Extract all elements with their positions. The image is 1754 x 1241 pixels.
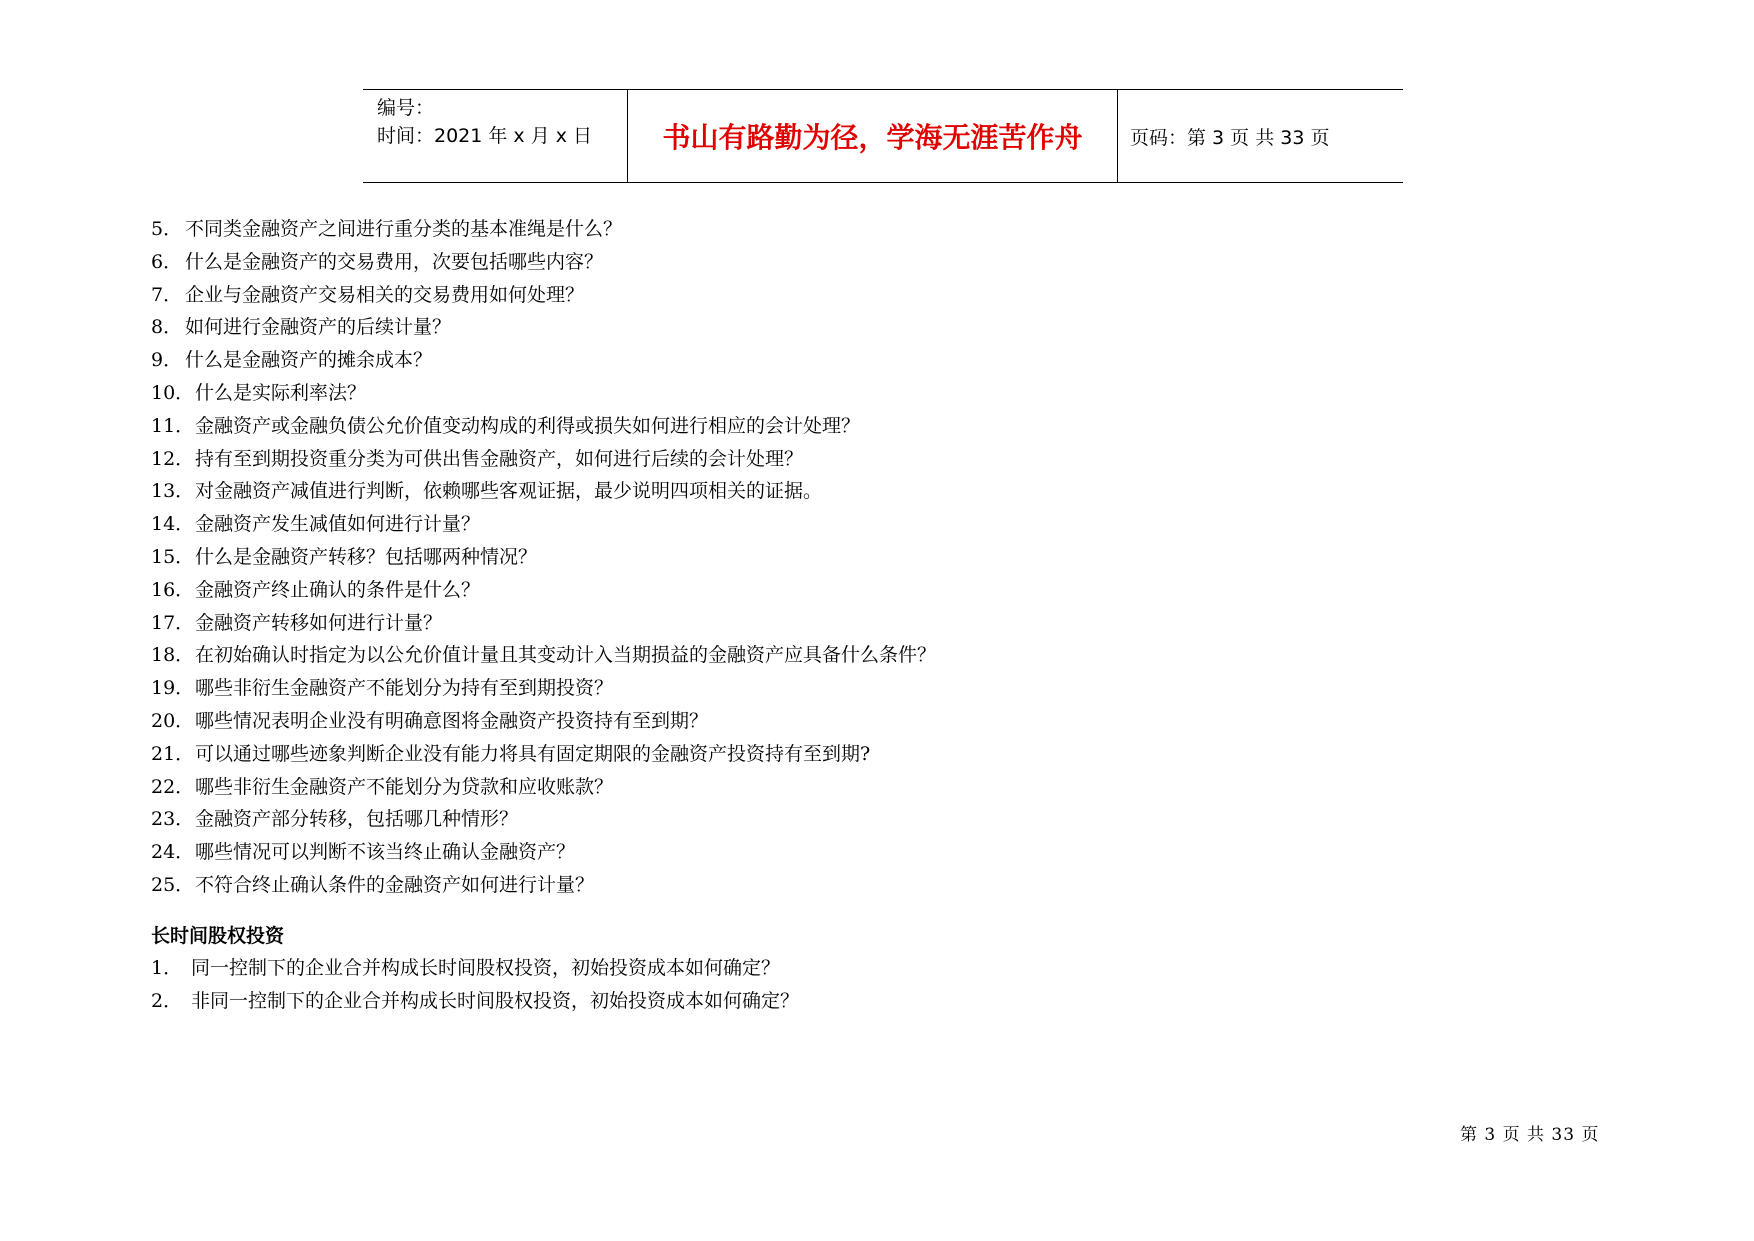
- header-motto: 书山有路勤为径，学海无涯苦作舟: [628, 90, 1118, 182]
- question-text: 如何进行金融资产的后续计量？: [185, 316, 452, 339]
- question-item: [151, 410, 1451, 443]
- question-text: 非同一控制下的企业合并构成长时间股权投资，初始投资成本如何确定？: [191, 989, 800, 1012]
- question-text: 可以通过哪些迹象判断企业没有能力将具有固定期限的金融资产投资持有至到期?: [195, 742, 871, 765]
- question-number: 2．: [151, 989, 183, 1012]
- question-number: 10．: [151, 381, 195, 404]
- question-number: 1．: [151, 956, 183, 979]
- question-item: [151, 705, 1451, 738]
- question-item: [151, 475, 1451, 508]
- question-item: [151, 311, 1451, 344]
- question-item: [151, 836, 1451, 869]
- question-text: 持有至到期投资重分类为可供出售金融资产，如何进行后续的会计处理？: [195, 447, 804, 470]
- question-list: [151, 213, 1451, 902]
- question-text: 金融资产转移如何进行计量？: [195, 611, 443, 634]
- question-item: [151, 803, 1451, 836]
- question-item: [151, 672, 1451, 705]
- page-footer: 第 3 页 共 33 页: [1460, 1125, 1600, 1145]
- question-number: 18．: [151, 644, 195, 667]
- question-number: 11．: [151, 414, 195, 437]
- question-number: 22．: [151, 775, 195, 798]
- question-text: 金融资产发生减值如何进行计量？: [195, 513, 481, 536]
- question-item: [151, 443, 1451, 476]
- question-item: [151, 508, 1451, 541]
- question-number: 12．: [151, 447, 195, 470]
- question-item: [151, 738, 1451, 771]
- document-date-label: 时间：2021 年 x 月 x 日: [377, 125, 593, 147]
- question-text: 不符合终止确认条件的金融资产如何进行计量？: [195, 873, 595, 896]
- question-number: 15．: [151, 545, 195, 568]
- header-page-number: 页码：第 3 页 共 33 页: [1130, 126, 1330, 149]
- question-number: 24．: [151, 841, 195, 864]
- question-item: [151, 985, 1451, 1018]
- question-text: 企业与金融资产交易相关的交易费用如何处理？: [185, 283, 585, 306]
- question-item: [151, 213, 1451, 246]
- question-item: [151, 541, 1451, 574]
- question-text: 对金融资产减值进行判断，依赖哪些客观证据，最少说明四项相关的证据。: [195, 480, 823, 503]
- question-number: 6．: [151, 250, 183, 273]
- question-number: 25．: [151, 873, 195, 896]
- question-text: 什么是实际利率法？: [195, 381, 367, 404]
- document-body: [151, 213, 1451, 1017]
- document-header: [363, 89, 1403, 183]
- question-item: [151, 952, 1451, 985]
- document-number-label: 编号：: [377, 97, 435, 119]
- question-item: [151, 279, 1451, 312]
- question-number: 5．: [151, 218, 183, 240]
- question-text: 在初始确认时指定为以公允价值计量且其变动计入当期损益的金融资产应具备什么条件？: [195, 644, 937, 667]
- question-text: 哪些情况表明企业没有明确意图将金融资产投资持有至到期？: [195, 709, 709, 732]
- question-item: [151, 771, 1451, 804]
- question-item: [151, 607, 1451, 640]
- question-text: 金融资产或金融负债公允价值变动构成的利得或损失如何进行相应的会计处理？: [195, 414, 861, 437]
- question-text: 不同类金融资产之间进行重分类的基本准绳是什么？: [185, 218, 623, 240]
- question-number: 9．: [151, 349, 183, 372]
- header-meta: [363, 90, 628, 182]
- question-number: 21．: [151, 742, 195, 765]
- question-item: [151, 377, 1451, 410]
- question-item: [151, 246, 1451, 279]
- question-number: 13．: [151, 480, 195, 503]
- question-number: 23．: [151, 808, 195, 831]
- question-number: 19．: [151, 677, 195, 700]
- question-text: 哪些非衍生金融资产不能划分为贷款和应收账款？: [195, 775, 614, 798]
- question-text: 同一控制下的企业合并构成长时间股权投资，初始投资成本如何确定？: [191, 956, 781, 979]
- question-item: [151, 344, 1451, 377]
- question-text: 什么是金融资产的摊余成本？: [185, 349, 433, 372]
- question-text: 哪些情况可以判断不该当终止确认金融资产？: [195, 841, 576, 864]
- question-text: 金融资产部分转移，包括哪几种情形？: [195, 808, 519, 831]
- question-item: [151, 639, 1451, 672]
- question-number: 16．: [151, 578, 195, 601]
- question-text: 金融资产终止确认的条件是什么？: [195, 578, 481, 601]
- question-number: 20．: [151, 709, 195, 732]
- question-item: [151, 574, 1451, 607]
- question-text: 哪些非衍生金融资产不能划分为持有至到期投资？: [195, 677, 614, 700]
- question-number: 14．: [151, 513, 195, 536]
- question-number: 7．: [151, 283, 183, 306]
- section-heading: 长时间股权投资: [151, 924, 285, 947]
- question-item: [151, 869, 1451, 902]
- question-text: 什么是金融资产转移？包括哪两种情况？: [195, 545, 538, 568]
- question-number: 17．: [151, 611, 195, 634]
- question-number: 8．: [151, 316, 183, 339]
- question-text: 什么是金融资产的交易费用，次要包括哪些内容？: [185, 250, 604, 273]
- section-question-list: [151, 952, 1451, 1018]
